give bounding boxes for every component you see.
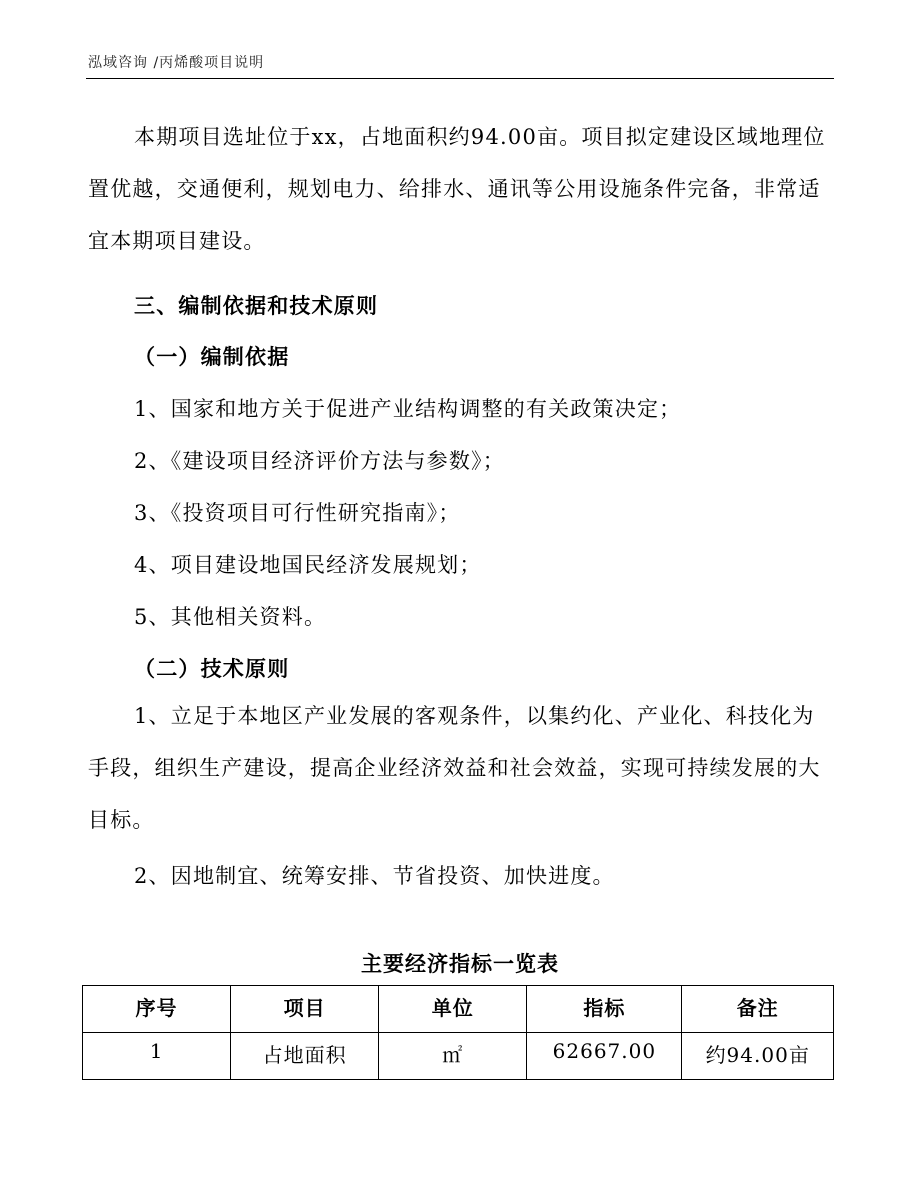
cell-remark: 约94.00亩 xyxy=(682,1033,834,1080)
section-heading: 三、编制依据和技术原则 xyxy=(134,293,379,318)
col-header-unit: 单位 xyxy=(379,986,527,1033)
cell-unit: ㎡ xyxy=(379,1033,527,1080)
cell-index: 1 xyxy=(83,1033,231,1080)
table-title: 主要经济指标一览表 xyxy=(361,951,559,976)
page-header: 泓域咨询 /丙烯酸项目说明 xyxy=(88,55,265,71)
cell-item: 占地面积 xyxy=(231,1033,379,1080)
col-header-remark: 备注 xyxy=(682,986,834,1033)
economic-indicators-table xyxy=(82,985,834,1080)
subsection-heading-basis: （一）编制依据 xyxy=(134,344,290,369)
subsection-heading-principles: （二）技术原则 xyxy=(134,656,290,681)
table-row xyxy=(83,1033,834,1080)
intro-paragraph: 本期项目选址位于xx，占地面积约94.00亩。项目拟定建设区域地理位置优越，交通便利，规划电力、给排水、通讯等公用设施条件完备，非常适宜本期项目建设。 xyxy=(88,125,826,253)
cell-value: 62667.00 xyxy=(527,1033,682,1080)
header-divider xyxy=(86,78,834,79)
col-header-value: 指标 xyxy=(527,986,682,1033)
basis-item-5: 5、其他相关资料。 xyxy=(134,605,327,629)
col-header-item: 项目 xyxy=(231,986,379,1033)
basis-item-2: 2、《建设项目经济评价方法与参数》； xyxy=(134,449,505,473)
basis-item-3: 3、《投资项目可行性研究指南》； xyxy=(134,501,461,525)
principle-item-1: 1、立足于本地区产业发展的客观条件，以集约化、产业化、科技化为手段，组织生产建设，提高企业经济效益和社会效益，实现可持续发展的大目标。 xyxy=(88,704,821,832)
table-header-row xyxy=(83,986,834,1033)
basis-item-4: 4、项目建设地国民经济发展规划； xyxy=(134,553,482,577)
principle-item-2: 2、因地制宜、统筹安排、节省投资、加快进度。 xyxy=(134,864,615,888)
col-header-index: 序号 xyxy=(83,986,231,1033)
basis-item-1: 1、国家和地方关于促进产业结构调整的有关政策决定； xyxy=(134,397,682,421)
